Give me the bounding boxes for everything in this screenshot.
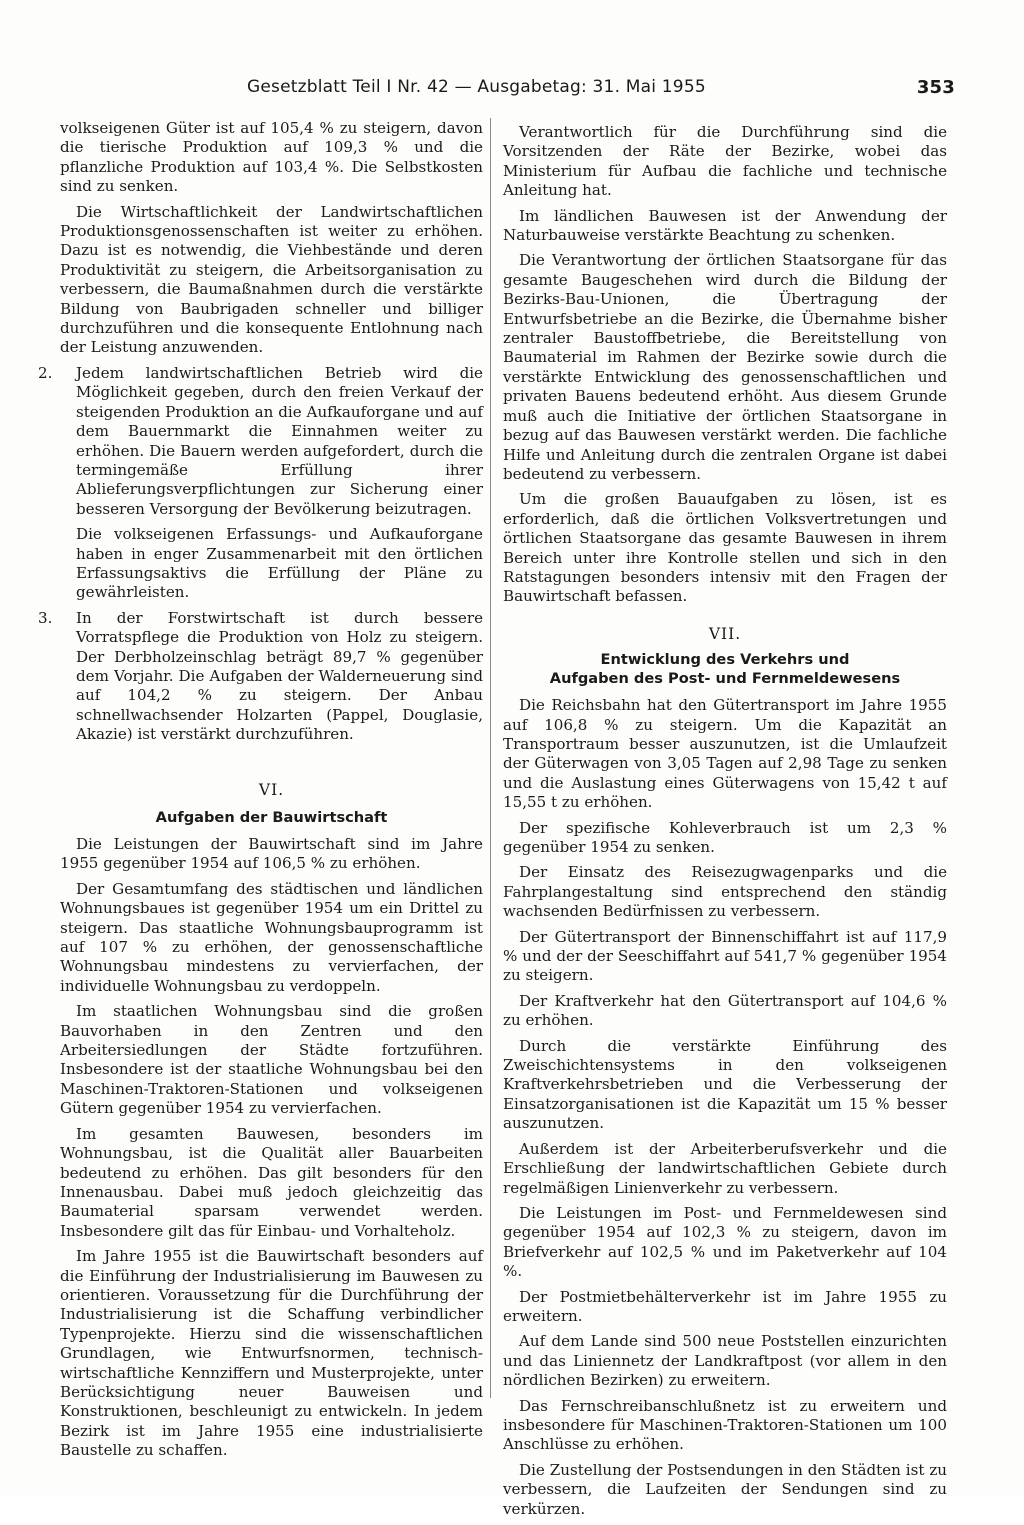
paragraph: Der Gütertransport der Binnenschiffahrt ist auf 117,9 % und der der Seeschiffahrt auf 541,7 % gegenüber 1954 zu steigern. bbox=[503, 927, 947, 985]
paragraph: Um die großen Bauaufgaben zu lösen, ist es erforderlich, daß die örtlichen Volksvertretungen und örtlichen Staatsorgane das gesamte Bauwesen in ihrem Bereich unter ihre Kontrolle stellen und sich in den Ratstagungen besonders intensiv mit den Fragen der Bauwirtschaft befassen. bbox=[503, 490, 947, 606]
paragraph: Die Verantwortung der örtlichen Staatsorgane für das gesamte Baugeschehen wird durch die Bildung der Bezirks-Bau-Unionen, die Übertragung der Entwurfsbetriebe an die Bezirke, die Übernahme bisher zentraler Baustoffbetriebe, die Bereitstellung von Baumaterial im Rahmen der Bezirke sowie durch die verstärkte Entwicklung des genossenschaftlichen und privaten Bauens bedeutend erhöht. Aus diesem Grunde muß auch die Initiative der örtlichen Staatsorgane in bezug auf das Bauwesen verstärkt werden. Die fachliche Hilfe und Anleitung durch die zentralen Organe ist dabei bedeutend zu verbessern. bbox=[503, 251, 947, 483]
section-title-line: Aufgaben des Post- und Fernmeldewesens bbox=[549, 670, 901, 688]
list-item-text: Jedem landwirtschaftlichen Betrieb wird die Möglichkeit gegeben, durch den freien Verkauf der steigenden Produktion an die Aufkauforgane und auf dem Bauernmarkt die Einnahmen weiter zu erhöhen. Die Bauern werden aufgefordert, durch die termingemäße Erfüllung ihrer Ablieferungsverpflichtungen zur Sicherung einer besseren Versorgung der Bevölkerung beizutragen. bbox=[76, 363, 483, 518]
paragraph: Die Leistungen der Bauwirtschaft sind im Jahre 1955 gegenüber 1954 auf 106,5 % zu erhöhen. bbox=[60, 835, 483, 873]
list-item-text: In der Forstwirtschaft ist durch bessere Vorratspflege die Produktion von Holz zu steigern. Der Derbholzeinschlag beträgt 89,7 % gegenüber dem Vorjahr. Die Aufgaben der Walderneuerung sind auf 104,2 % zu steigern. Der Anbau schnellwachsender Holzarten (Pappel, Douglasie, Akazie) ist verstärkt durchzuführen. bbox=[76, 608, 483, 744]
page-header bbox=[247, 77, 955, 105]
paragraph: Im Jahre 1955 ist die Bauwirtschaft besonders auf die Einführung der Industrialisierung im Bauwesen zu orientieren. Voraussetzung für die Durchführung der Industrialisierung ist die Schaffung verbindlicher Typenprojekte. Hierzu sind die wissenschaftlichen Grundlagen, wie Entwurfsnormen, technisch-wirtschaftliche Kennziffern und Musterprojekte, unter Berücksichtigung neuer Bauweisen und Konstruktionen, beschleunigt zu entwickeln. In jedem Bezirk ist im Jahre 1955 eine industrialisierte Baustelle zu schaffen. bbox=[60, 1247, 483, 1460]
page-number: 353 bbox=[916, 77, 955, 98]
list-item-number: 3. bbox=[38, 608, 53, 627]
list-item bbox=[38, 363, 483, 519]
list-item-subparagraph: Die volkseigenen Erfassungs- und Aufkauforgane haben in enger Zusammenarbeit mit den örtlichen Erfassungsaktivs die Erfüllung der Pläne zu gewährleisten. bbox=[76, 525, 483, 602]
paragraph: Außerdem ist der Arbeiterberufsverkehr und die Erschließung der landwirtschaftlichen Gebiete durch regelmäßigen Linienverkehr zu verbessern. bbox=[503, 1139, 947, 1197]
section-title-line: Entwicklung des Verkehrs und bbox=[600, 651, 850, 669]
paragraph: Die Leistungen im Post- und Fernmeldewesen sind gegenüber 1954 auf 102,3 % zu steigern, davon im Briefverkehr auf 102,5 % und im Paketverkehr auf 104 %. bbox=[503, 1203, 947, 1281]
list-item-number: 2. bbox=[38, 363, 53, 382]
paragraph: Die Wirtschaftlichkeit der Landwirtschaftlichen Produktionsgenossenschaften ist weiter zu erhöhen. Dazu ist es notwendig, die Viehbestände und deren Produktivität zu steigern, die Arbeitsorganisation zu verbessern, die Baumaßnahmen durch die verstärkte Bildung von Baubrigaden schneller und billiger durchzuführen und die konsequente Entlohnung nach der Leistung anzuwenden. bbox=[60, 202, 483, 357]
section-title bbox=[503, 650, 947, 688]
left-column bbox=[38, 119, 483, 1467]
paragraph: Die Reichsbahn hat den Gütertransport im Jahre 1955 auf 106,8 % zu steigern. Um die Kapazität an Transportraum besser auszunutzen, ist die Umlaufzeit der Güterwagen von 3,05 Tagen auf 2,98 Tage zu senken und die Auslastung eines Güterwagens von 15,42 t auf 15,55 t zu erhöhen. bbox=[503, 696, 947, 812]
section-title: Aufgaben der Bauwirtschaft bbox=[155, 809, 388, 826]
paragraph: volkseigenen Güter ist auf 105,4 % zu steigern, davon die tierische Produktion auf 109,3 % und die pflanzliche Produktion auf 103,4 %. Die Selbstkosten sind zu senken. bbox=[60, 119, 483, 196]
paragraph: Im staatlichen Wohnungsbau sind die großen Bauvorhaben in den Zentren und den Arbeitersiedlungen der Städte fortzuführen. Insbesondere ist der staatliche Wohnungsbau bei den Maschinen-Traktoren-Stationen und volkseigenen Gütern gegenüber 1954 zu vervierfachen. bbox=[60, 1002, 483, 1118]
paragraph: Der Gesamtumfang des städtischen und ländlichen Wohnungsbaues ist gegenüber 1954 um ein Drittel zu steigern. Das staatliche Wohnungsbauprogramm ist auf 107 % zu erhöhen, der genossenschaftliche Wohnungsbau mindestens zu vervierfachen, der individuelle Wohnungsbau zu verdoppeln. bbox=[60, 879, 483, 995]
paragraph: Die Zustellung der Postsendungen in den Städten ist zu verbessern, die Laufzeiten der Sendungen sind zu verkürzen. bbox=[503, 1460, 947, 1518]
paragraph: Verantwortlich für die Durchführung sind die Vorsitzenden der Räte der Bezirke, wobei das Ministerium für Aufbau die fachliche und technische Anleitung hat. bbox=[503, 123, 947, 200]
right-column bbox=[503, 123, 947, 1525]
paragraph: Im ländlichen Bauwesen ist der Anwendung der Naturbauweise verstärkte Beachtung zu schenken. bbox=[503, 206, 947, 245]
list-item bbox=[38, 608, 483, 745]
paragraph: Der Postmietbehälterverkehr ist im Jahre 1955 zu erweitern. bbox=[503, 1287, 947, 1325]
paragraph: Im gesamten Bauwesen, besonders im Wohnungsbau, ist die Qualität aller Bauarbeiten bedeutend zu erhöhen. Das gilt besonders für den Innenausbau. Dabei muß jedoch gleichzeitig das Baumaterial sparsam verwendet werden. Insbesondere gilt das für Einbau- und Vorhalteholz. bbox=[60, 1124, 483, 1240]
paragraph: Das Fernschreibanschlußnetz ist zu erweitern und insbesondere für Maschinen-Traktoren-Stationen um 100 Anschlüsse zu erhöhen. bbox=[503, 1396, 947, 1454]
paragraph: Der Einsatz des Reisezugwagenparks und die Fahrplangestaltung sind entsprechend den ständig wachsenden Bedürfnissen zu verbessern. bbox=[503, 863, 947, 921]
column-divider bbox=[490, 118, 491, 1398]
paragraph: Durch die verstärkte Einführung des Zweischichtensystems in den volkseigenen Kraftverkehrsbetrieben und die Verbesserung der Einsatzorganisationen ist die Kapazität um 15 % besser auszunutzen. bbox=[503, 1036, 947, 1133]
paragraph: Der spezifische Kohleverbrauch ist um 2,3 % gegenüber 1954 zu senken. bbox=[503, 818, 947, 856]
header-title: Gesetzblatt Teil I Nr. 42 — Ausgabetag: 31. Mai 1955 bbox=[247, 77, 706, 97]
paragraph: Auf dem Lande sind 500 neue Poststellen einzurichten und das Liniennetz der Landkraftpost (vor allem in den nördlichen Bezirken) zu erweitern. bbox=[503, 1332, 947, 1390]
section-number: VI. bbox=[258, 780, 285, 799]
paragraph: Der Kraftverkehr hat den Gütertransport auf 104,6 % zu erhöhen. bbox=[503, 991, 947, 1030]
section-number: VII. bbox=[708, 624, 742, 643]
